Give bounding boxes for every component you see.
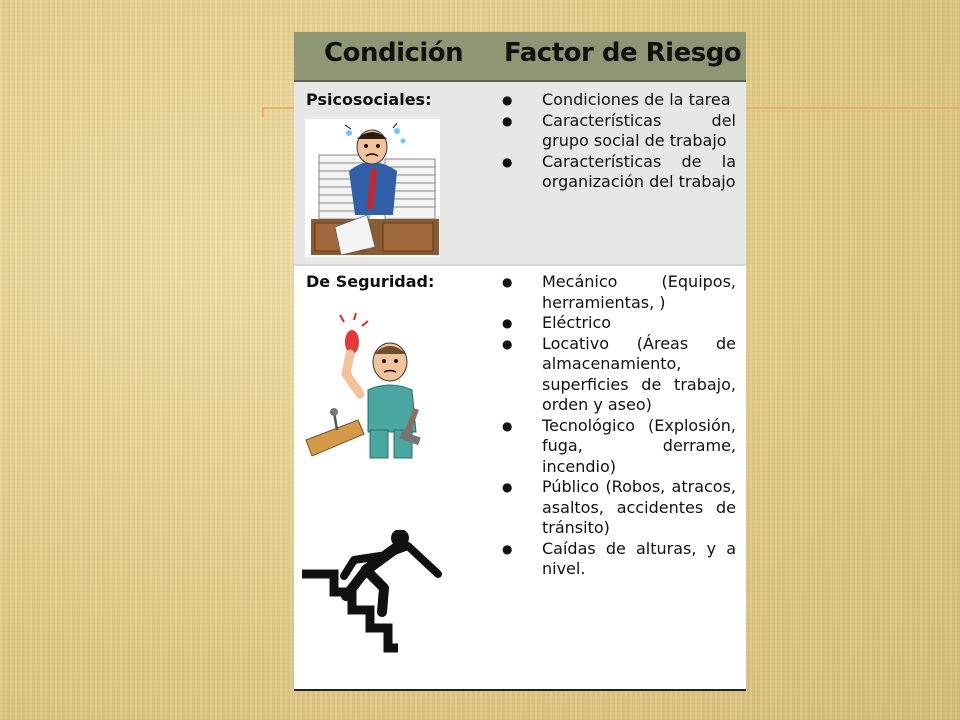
table-header	[294, 32, 746, 82]
list-item: ● Características del grupo social de trabajo	[502, 110, 736, 150]
list-item: ● Locativo (Áreas de almacenamiento, superficies de trabajo, orden y aseo)	[502, 333, 736, 414]
risk-factor-table	[294, 32, 746, 689]
table-bottom-rule	[294, 689, 746, 691]
factor-list-de-seguridad	[494, 272, 736, 580]
list-item: ● Eléctrico	[502, 313, 612, 332]
header-condition: Condición	[324, 38, 464, 68]
list-item: ● Caídas de alturas, y a nivel.	[502, 538, 736, 578]
worker-hammer-nail-icon	[304, 312, 444, 462]
list-item: ● Tecnológico (Explosión, fuga, derrame, incendio)	[502, 415, 736, 476]
decorative-line-left	[262, 107, 294, 109]
condition-label-psicosociales: Psicosociales:	[306, 90, 432, 109]
list-item: ● Mecánico (Equipos, herramientas, )	[502, 272, 736, 312]
list-item: ● Características de la organización del trabajo	[502, 151, 736, 191]
falling-stairs-icon	[300, 530, 442, 654]
list-item: ● Condiciones de la tarea	[502, 90, 731, 109]
condition-label-de-seguridad: De Seguridad:	[306, 272, 435, 291]
header-risk-factor: Factor de Riesgo	[504, 38, 742, 68]
stressed-office-worker-icon	[305, 119, 440, 257]
table-row-psicosociales	[294, 82, 746, 264]
table-row-de-seguridad	[294, 266, 746, 689]
list-item: ● Público (Robos, atracos, asaltos, accidentes de tránsito)	[502, 477, 736, 537]
factor-list-psicosociales	[494, 90, 736, 193]
decorative-line-vertical	[262, 107, 264, 117]
decorative-line-right	[746, 107, 960, 109]
